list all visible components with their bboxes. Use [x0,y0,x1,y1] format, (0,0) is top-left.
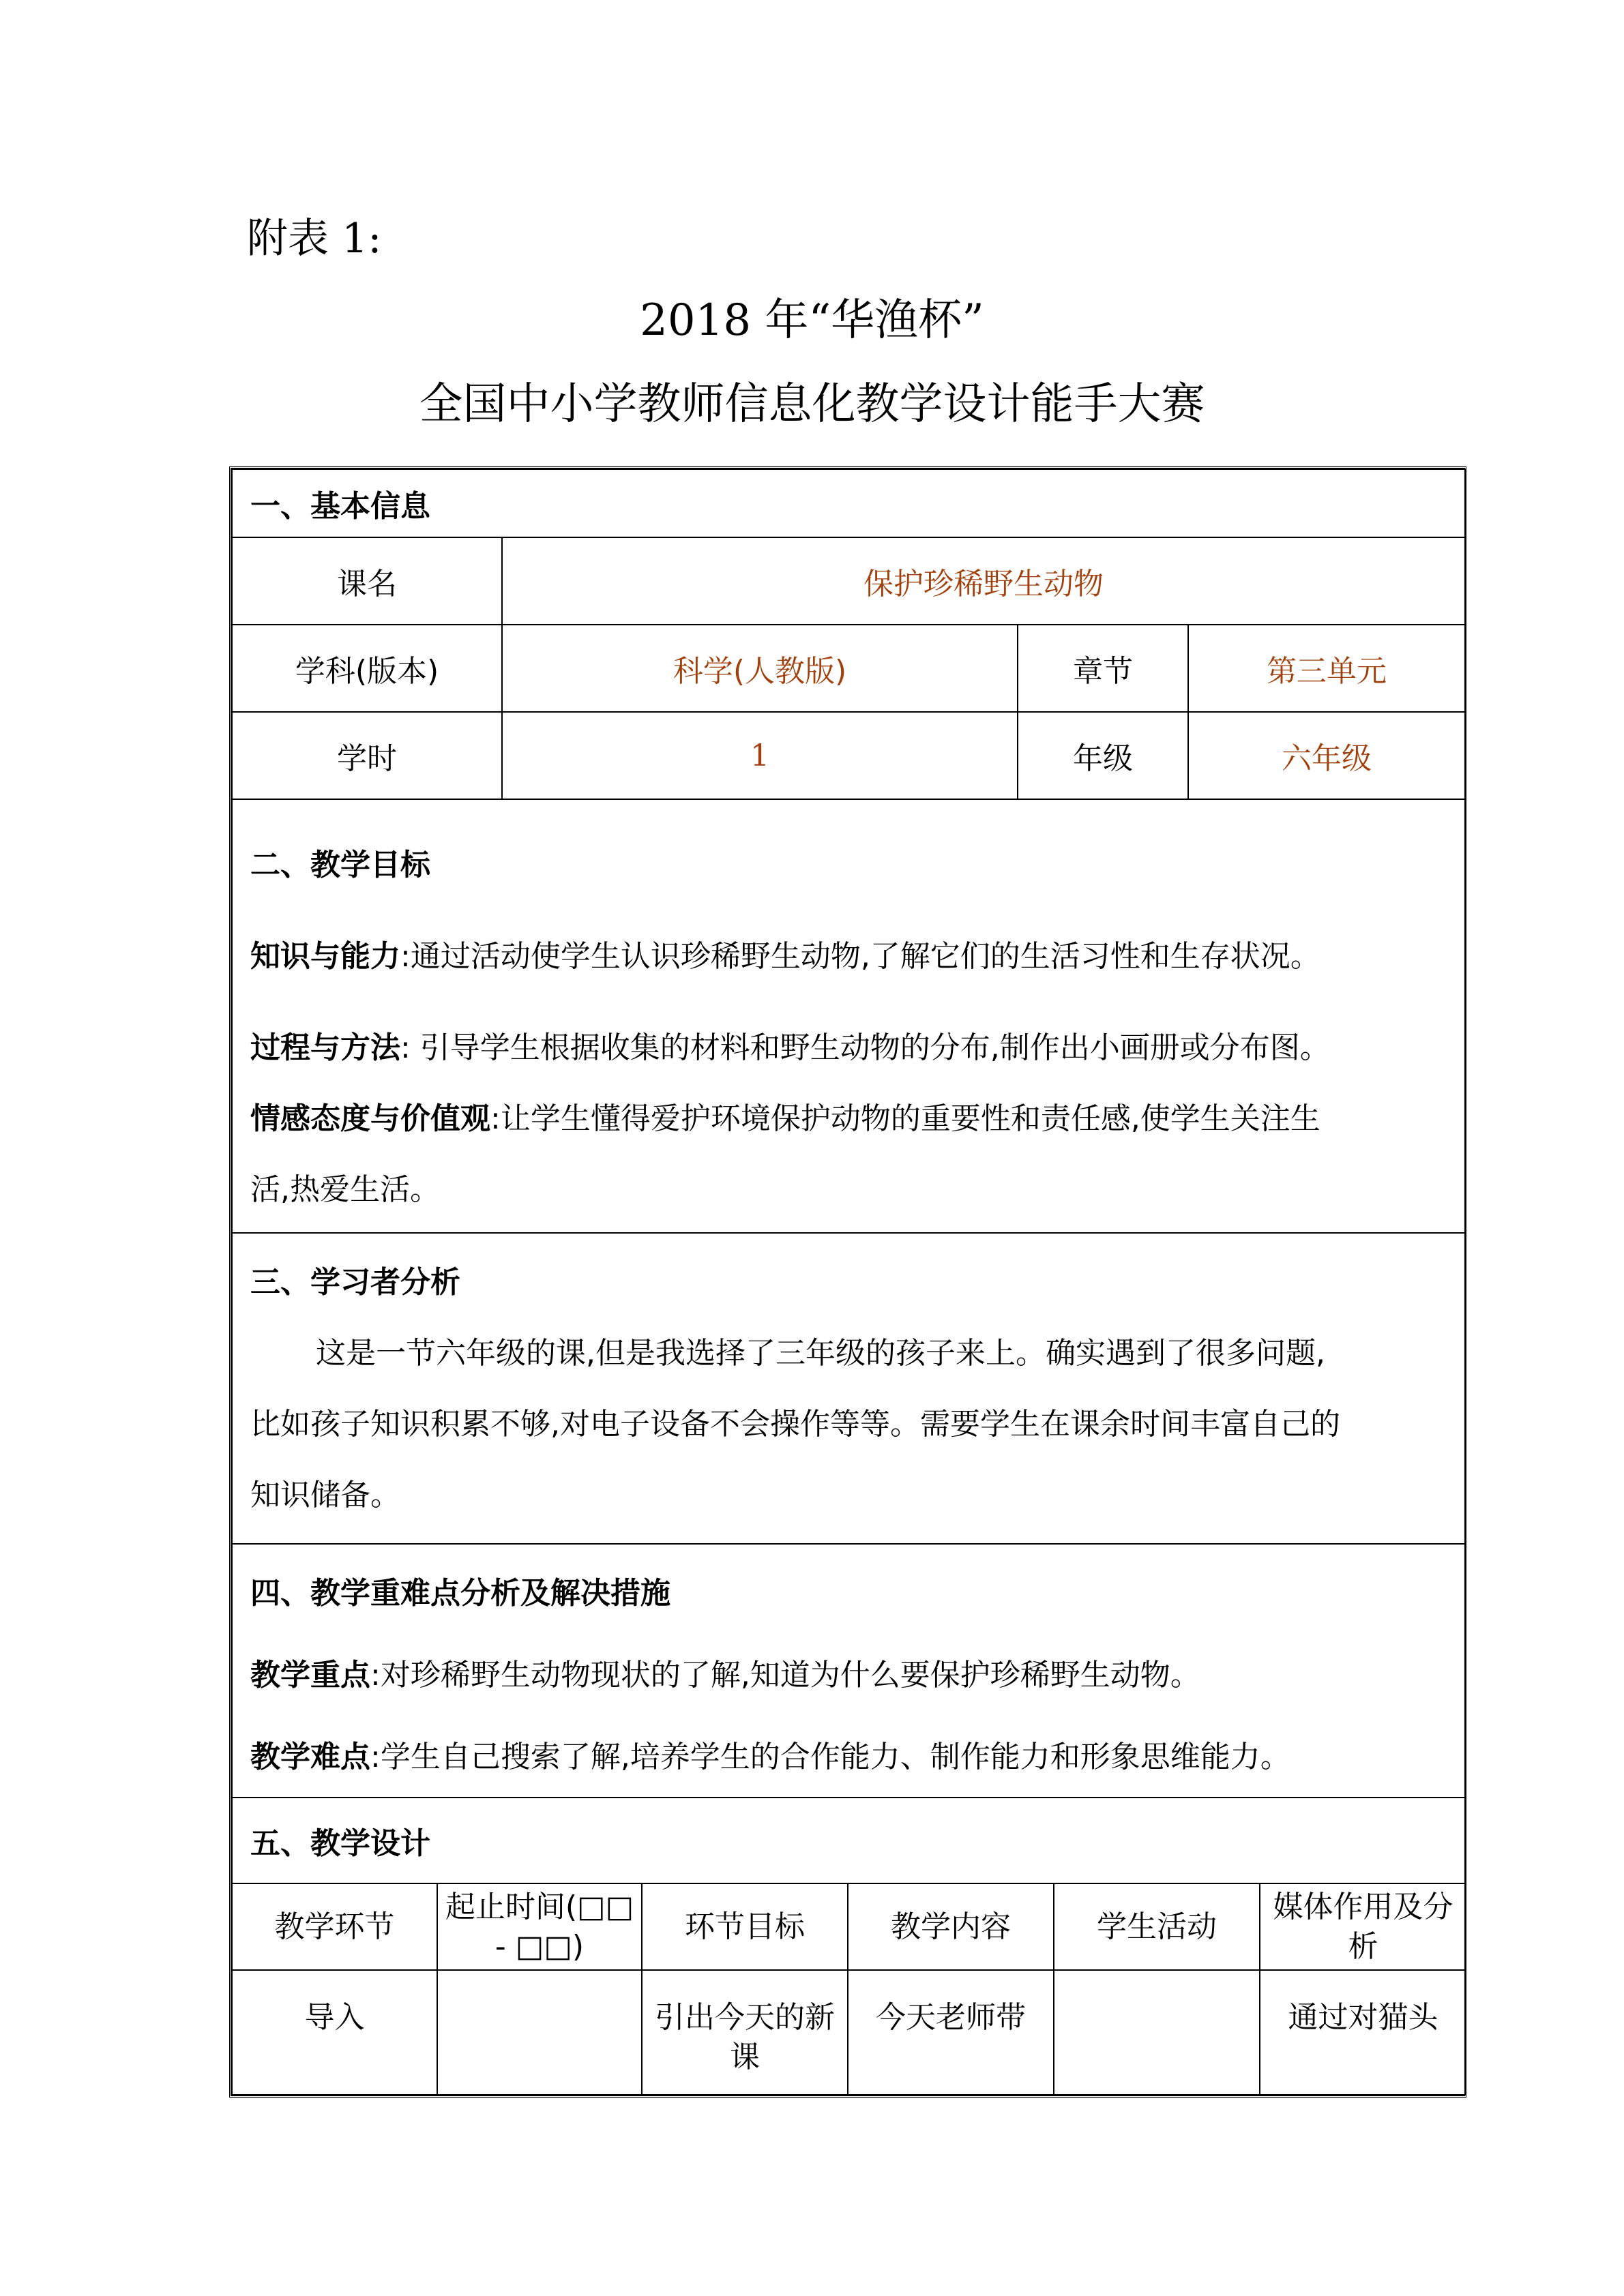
hours-label: 学时 [232,712,502,799]
difficult-text: :学生自己搜索了解,培养学生的合作能力、制作能力和形象思维能力。 [370,1740,1290,1774]
grade-value: 六年级 [1188,712,1465,799]
course-name-label: 课名 [232,537,502,625]
section4-heading: 四、教学重难点分析及解决措施 [250,1576,670,1611]
learner-analysis-cell [232,1233,1465,1544]
title-line-1: 2018 年“华渔杯” [640,295,984,346]
process-label: 过程与方法 [250,1030,400,1065]
knowledge-label: 知识与能力 [250,939,400,974]
key-text: :对珍稀野生动物现状的了解,知道为什么要保护珍稀野生动物。 [370,1658,1200,1693]
col-header-stage: 教学环节 [233,1884,437,1970]
col-header-goal: 环节目标 [642,1884,848,1970]
emotion-text-line1: :让学生懂得爱护环境保护动物的重要性和责任感,使学生关注生 [490,1101,1320,1136]
form-table [231,468,1466,2096]
col-header-content: 教学内容 [848,1884,1054,1970]
table-row-stage: 导入 [233,1970,437,2094]
learner-line-2: 比如孩子知识积累不够,对电子设备不会操作等等。需要学生在课余时间丰富自己的 [250,1407,1340,1442]
difficult-label: 教学难点 [250,1740,370,1774]
teaching-design-table [233,1884,1466,2094]
knowledge-text: :通过活动使学生认识珍稀野生动物,了解它们的生活习性和生存状况。 [400,939,1320,974]
section5-heading: 五、教学设计 [232,1798,1465,1883]
emotion-text-line2: 活,热爱生活。 [250,1172,440,1207]
table-row-goal: 引出今天的新课 [642,1970,848,2094]
emotion-label: 情感态度与价值观 [250,1101,490,1136]
learner-line-1: 这是一节六年级的课,但是我选择了三年级的孩子来上。确实遇到了很多问题, [316,1336,1325,1371]
subject-label: 学科(版本) [232,625,502,712]
title-line-2: 全国中小学教师信息化教学设计能手大赛 [419,379,1205,430]
grade-label: 年级 [1018,712,1188,799]
table-row-time [437,1970,642,2094]
table-row-media: 通过对猫头 [1288,2000,1438,2035]
teaching-design-cell [232,1883,1465,2095]
section2-heading: 二、教学目标 [250,848,430,882]
key-points-cell [232,1544,1465,1798]
process-text: : 引导学生根据收集的材料和野生动物的分布,制作出小画册或分布图。 [400,1030,1330,1065]
subject-value: 科学(人教版) [502,625,1018,712]
hours-value: 1 [502,712,1018,799]
chapter-label: 章节 [1018,625,1188,712]
section1-heading: 一、基本信息 [232,469,1465,537]
form-table-frame [229,466,1466,2098]
course-name-value: 保护珍稀野生动物 [502,537,1465,625]
table-row-activity [1054,1970,1260,2094]
annex-label: 附表 1: [247,215,382,263]
teaching-objectives-cell [232,799,1465,1233]
col-header-media: 媒体作用及分析 [1260,1884,1466,1970]
learner-line-3: 知识储备。 [250,1478,400,1512]
col-header-activity: 学生活动 [1054,1884,1260,1970]
section3-heading: 三、学习者分析 [250,1265,460,1300]
col-header-time: 起止时间(□□ - □□) [437,1884,642,1970]
table-row-content: 今天老师带 [848,1970,1054,2094]
chapter-value: 第三单元 [1188,625,1465,712]
key-label: 教学重点 [250,1658,370,1693]
